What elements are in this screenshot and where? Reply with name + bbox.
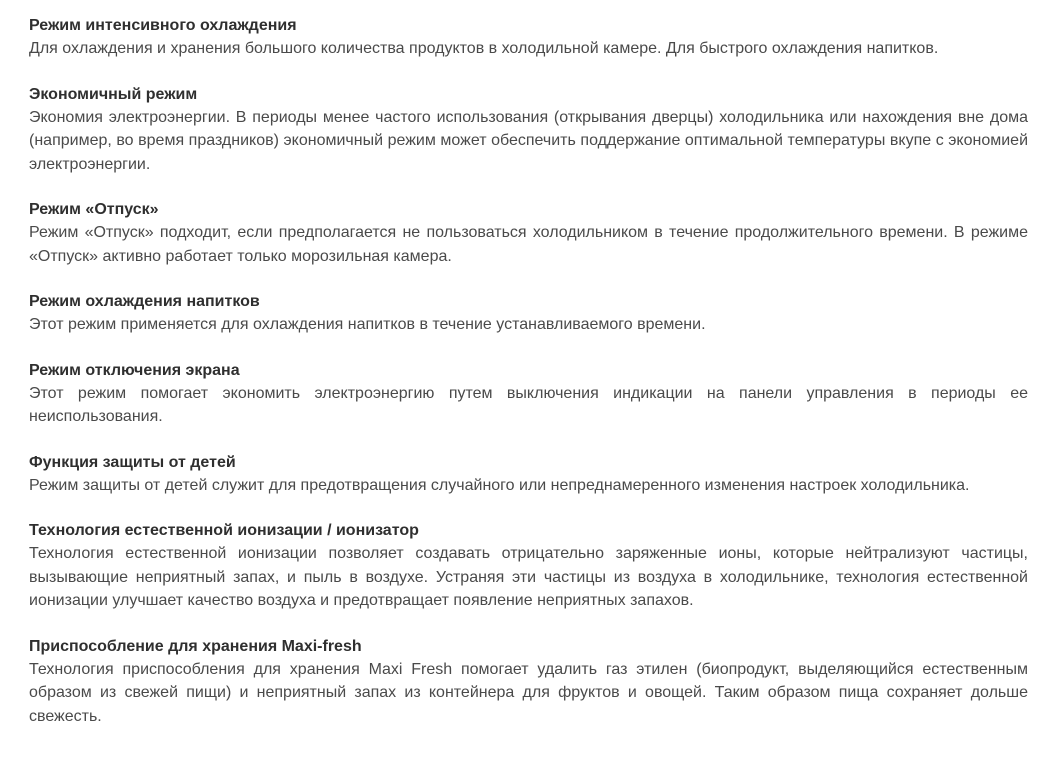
feature-description: Этот режим применяется для охлаждения напитков в течение устанавливаемого времени. (29, 316, 706, 333)
feature-intensive-cooling (29, 14, 1028, 61)
feature-child-lock (29, 451, 1028, 498)
feature-ionizer (29, 519, 1028, 613)
feature-title: Режим охлаждения напитков (29, 293, 260, 310)
feature-eco-mode (29, 83, 1028, 177)
feature-title: Режим интенсивного охлаждения (29, 17, 297, 34)
feature-title: Функция защиты от детей (29, 453, 236, 471)
feature-title: Режим отключения экрана (29, 361, 240, 379)
feature-title: Приспособление для хранения Maxi-fresh (29, 637, 362, 655)
feature-description: Экономия электроэнергии. В периоды менее частого использования (открывания дверцы) холодильника или нахождения вне дома (например, во время праздников) экономичный режим может обеспечить поддержание оптимальной температуры вкупе с экономией электроэнергии. (29, 108, 1028, 173)
feature-display-off (29, 359, 1028, 429)
feature-description: Режим защиты от детей служит для предотвращения случайного или непреднамеренного изменения настроек холодильника. (29, 476, 970, 494)
feature-description: Для охлаждения и хранения большого количества продуктов в холодильной камере. Для быстрого охлаждения напитков. (29, 40, 939, 57)
feature-description: Режим «Отпуск» подходит, если предполагается не пользоваться холодильником в течение продолжительного времени. В режиме «Отпуск» активно работает только морозильная камера. (29, 224, 1028, 265)
feature-title: Экономичный режим (29, 85, 198, 103)
feature-description: Технология естественной ионизации позволяет создавать отрицательно заряженные ионы, которые нейтрализуют частицы, вызывающие неприятный запах, и пыль в воздухе. Устраняя эти частицы из воздуха в холодильнике, технология естественной ионизации улучшает качество воздуха и предотвращает появление неприятных запахов. (29, 545, 1028, 609)
feature-title: Режим «Отпуск» (29, 201, 159, 218)
feature-title: Технология естественной ионизации / ионизатор (29, 522, 419, 539)
feature-drinks-cooling (29, 290, 1028, 337)
feature-maxi-fresh (29, 635, 1028, 729)
feature-description: Технология приспособления для хранения Maxi Fresh помогает удалить газ этилен (биопродукт, выделяющийся естественным образом из свежей пищи) и неприятный запах из контейнера для фруктов и овощей. Таким образом пища сохраняет дольше свежесть. (29, 660, 1028, 725)
feature-vacation-mode (29, 198, 1028, 268)
feature-description: Этот режим помогает экономить электроэнергию путем выключения индикации на панели управления в периоды ее неиспользования. (29, 384, 1028, 425)
